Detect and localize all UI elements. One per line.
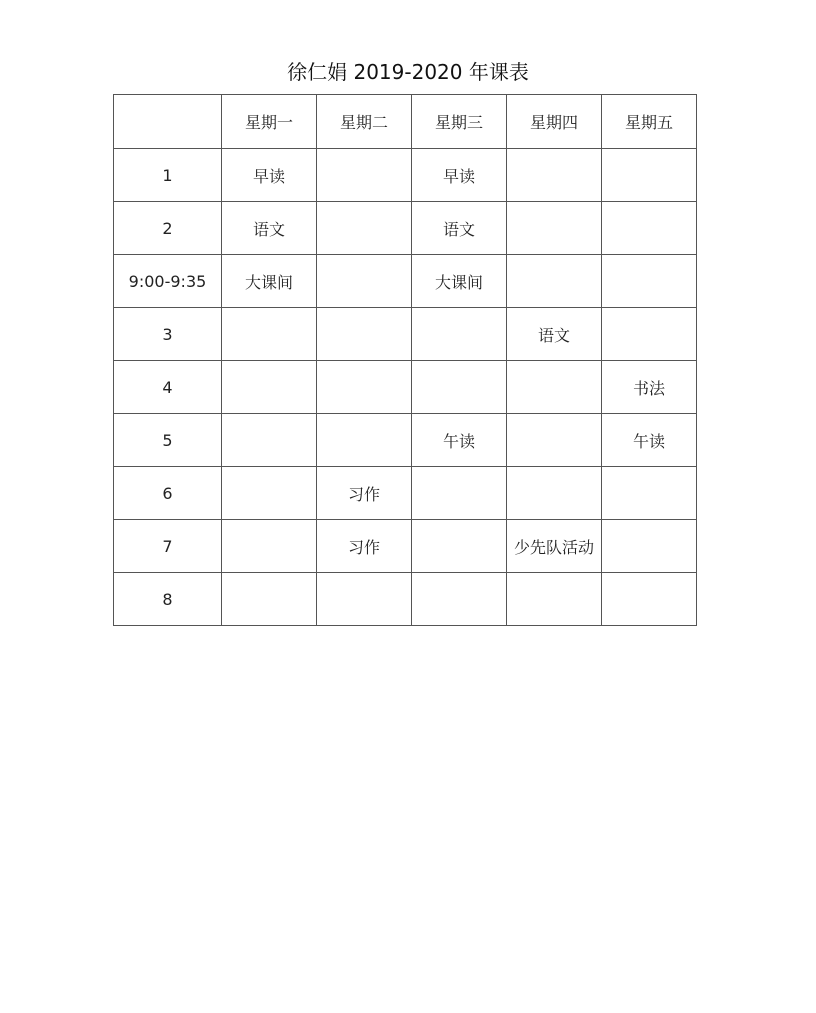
lesson-cell — [412, 308, 507, 361]
lesson-cell — [507, 149, 602, 202]
period-label: 3 — [114, 308, 222, 361]
lesson-cell: 习作 — [317, 520, 412, 573]
table-row — [114, 414, 697, 467]
lesson-cell — [602, 255, 697, 308]
table-row — [114, 149, 697, 202]
lesson-cell: 语文 — [507, 308, 602, 361]
table-row — [114, 202, 697, 255]
period-label: 4 — [114, 361, 222, 414]
table-row — [114, 308, 697, 361]
lesson-cell: 早读 — [222, 149, 317, 202]
day-header-thu: 星期四 — [507, 95, 602, 149]
day-header-wed: 星期三 — [412, 95, 507, 149]
period-label: 6 — [114, 467, 222, 520]
lesson-cell: 早读 — [412, 149, 507, 202]
table-row — [114, 361, 697, 414]
lesson-cell — [602, 308, 697, 361]
period-label: 5 — [114, 414, 222, 467]
lesson-cell — [317, 361, 412, 414]
day-header-mon: 星期一 — [222, 95, 317, 149]
lesson-cell: 午读 — [412, 414, 507, 467]
lesson-cell — [317, 308, 412, 361]
lesson-cell: 语文 — [412, 202, 507, 255]
timetable — [113, 94, 697, 626]
lesson-cell: 习作 — [317, 467, 412, 520]
lesson-cell: 少先队活动 — [507, 520, 602, 573]
lesson-cell: 语文 — [222, 202, 317, 255]
lesson-cell — [317, 149, 412, 202]
lesson-cell — [317, 573, 412, 626]
page-title: 徐仁娟 2019-2020 年课表 — [287, 60, 529, 84]
lesson-cell — [222, 308, 317, 361]
lesson-cell — [602, 467, 697, 520]
table-row — [114, 520, 697, 573]
lesson-cell — [317, 414, 412, 467]
table-row — [114, 255, 697, 308]
corner-cell — [114, 95, 222, 149]
period-label: 1 — [114, 149, 222, 202]
table-row — [114, 467, 697, 520]
lesson-cell — [222, 414, 317, 467]
lesson-cell — [602, 520, 697, 573]
lesson-cell — [317, 255, 412, 308]
table-row — [114, 573, 697, 626]
lesson-cell — [412, 520, 507, 573]
lesson-cell — [317, 202, 412, 255]
lesson-cell — [507, 573, 602, 626]
lesson-cell — [412, 573, 507, 626]
lesson-cell — [507, 202, 602, 255]
period-label: 8 — [114, 573, 222, 626]
lesson-cell: 大课间 — [222, 255, 317, 308]
lesson-cell — [602, 202, 697, 255]
lesson-cell: 大课间 — [412, 255, 507, 308]
lesson-cell — [602, 149, 697, 202]
lesson-cell — [507, 414, 602, 467]
period-label: 2 — [114, 202, 222, 255]
lesson-cell: 书法 — [602, 361, 697, 414]
day-header-fri: 星期五 — [602, 95, 697, 149]
lesson-cell — [412, 467, 507, 520]
lesson-cell — [222, 361, 317, 414]
period-label: 7 — [114, 520, 222, 573]
lesson-cell — [222, 467, 317, 520]
lesson-cell: 午读 — [602, 414, 697, 467]
period-label: 9:00-9:35 — [114, 255, 222, 308]
lesson-cell — [222, 573, 317, 626]
lesson-cell — [507, 361, 602, 414]
lesson-cell — [602, 573, 697, 626]
lesson-cell — [507, 467, 602, 520]
day-header-tue: 星期二 — [317, 95, 412, 149]
table-header-row — [114, 95, 697, 149]
lesson-cell — [507, 255, 602, 308]
lesson-cell — [412, 361, 507, 414]
lesson-cell — [222, 520, 317, 573]
